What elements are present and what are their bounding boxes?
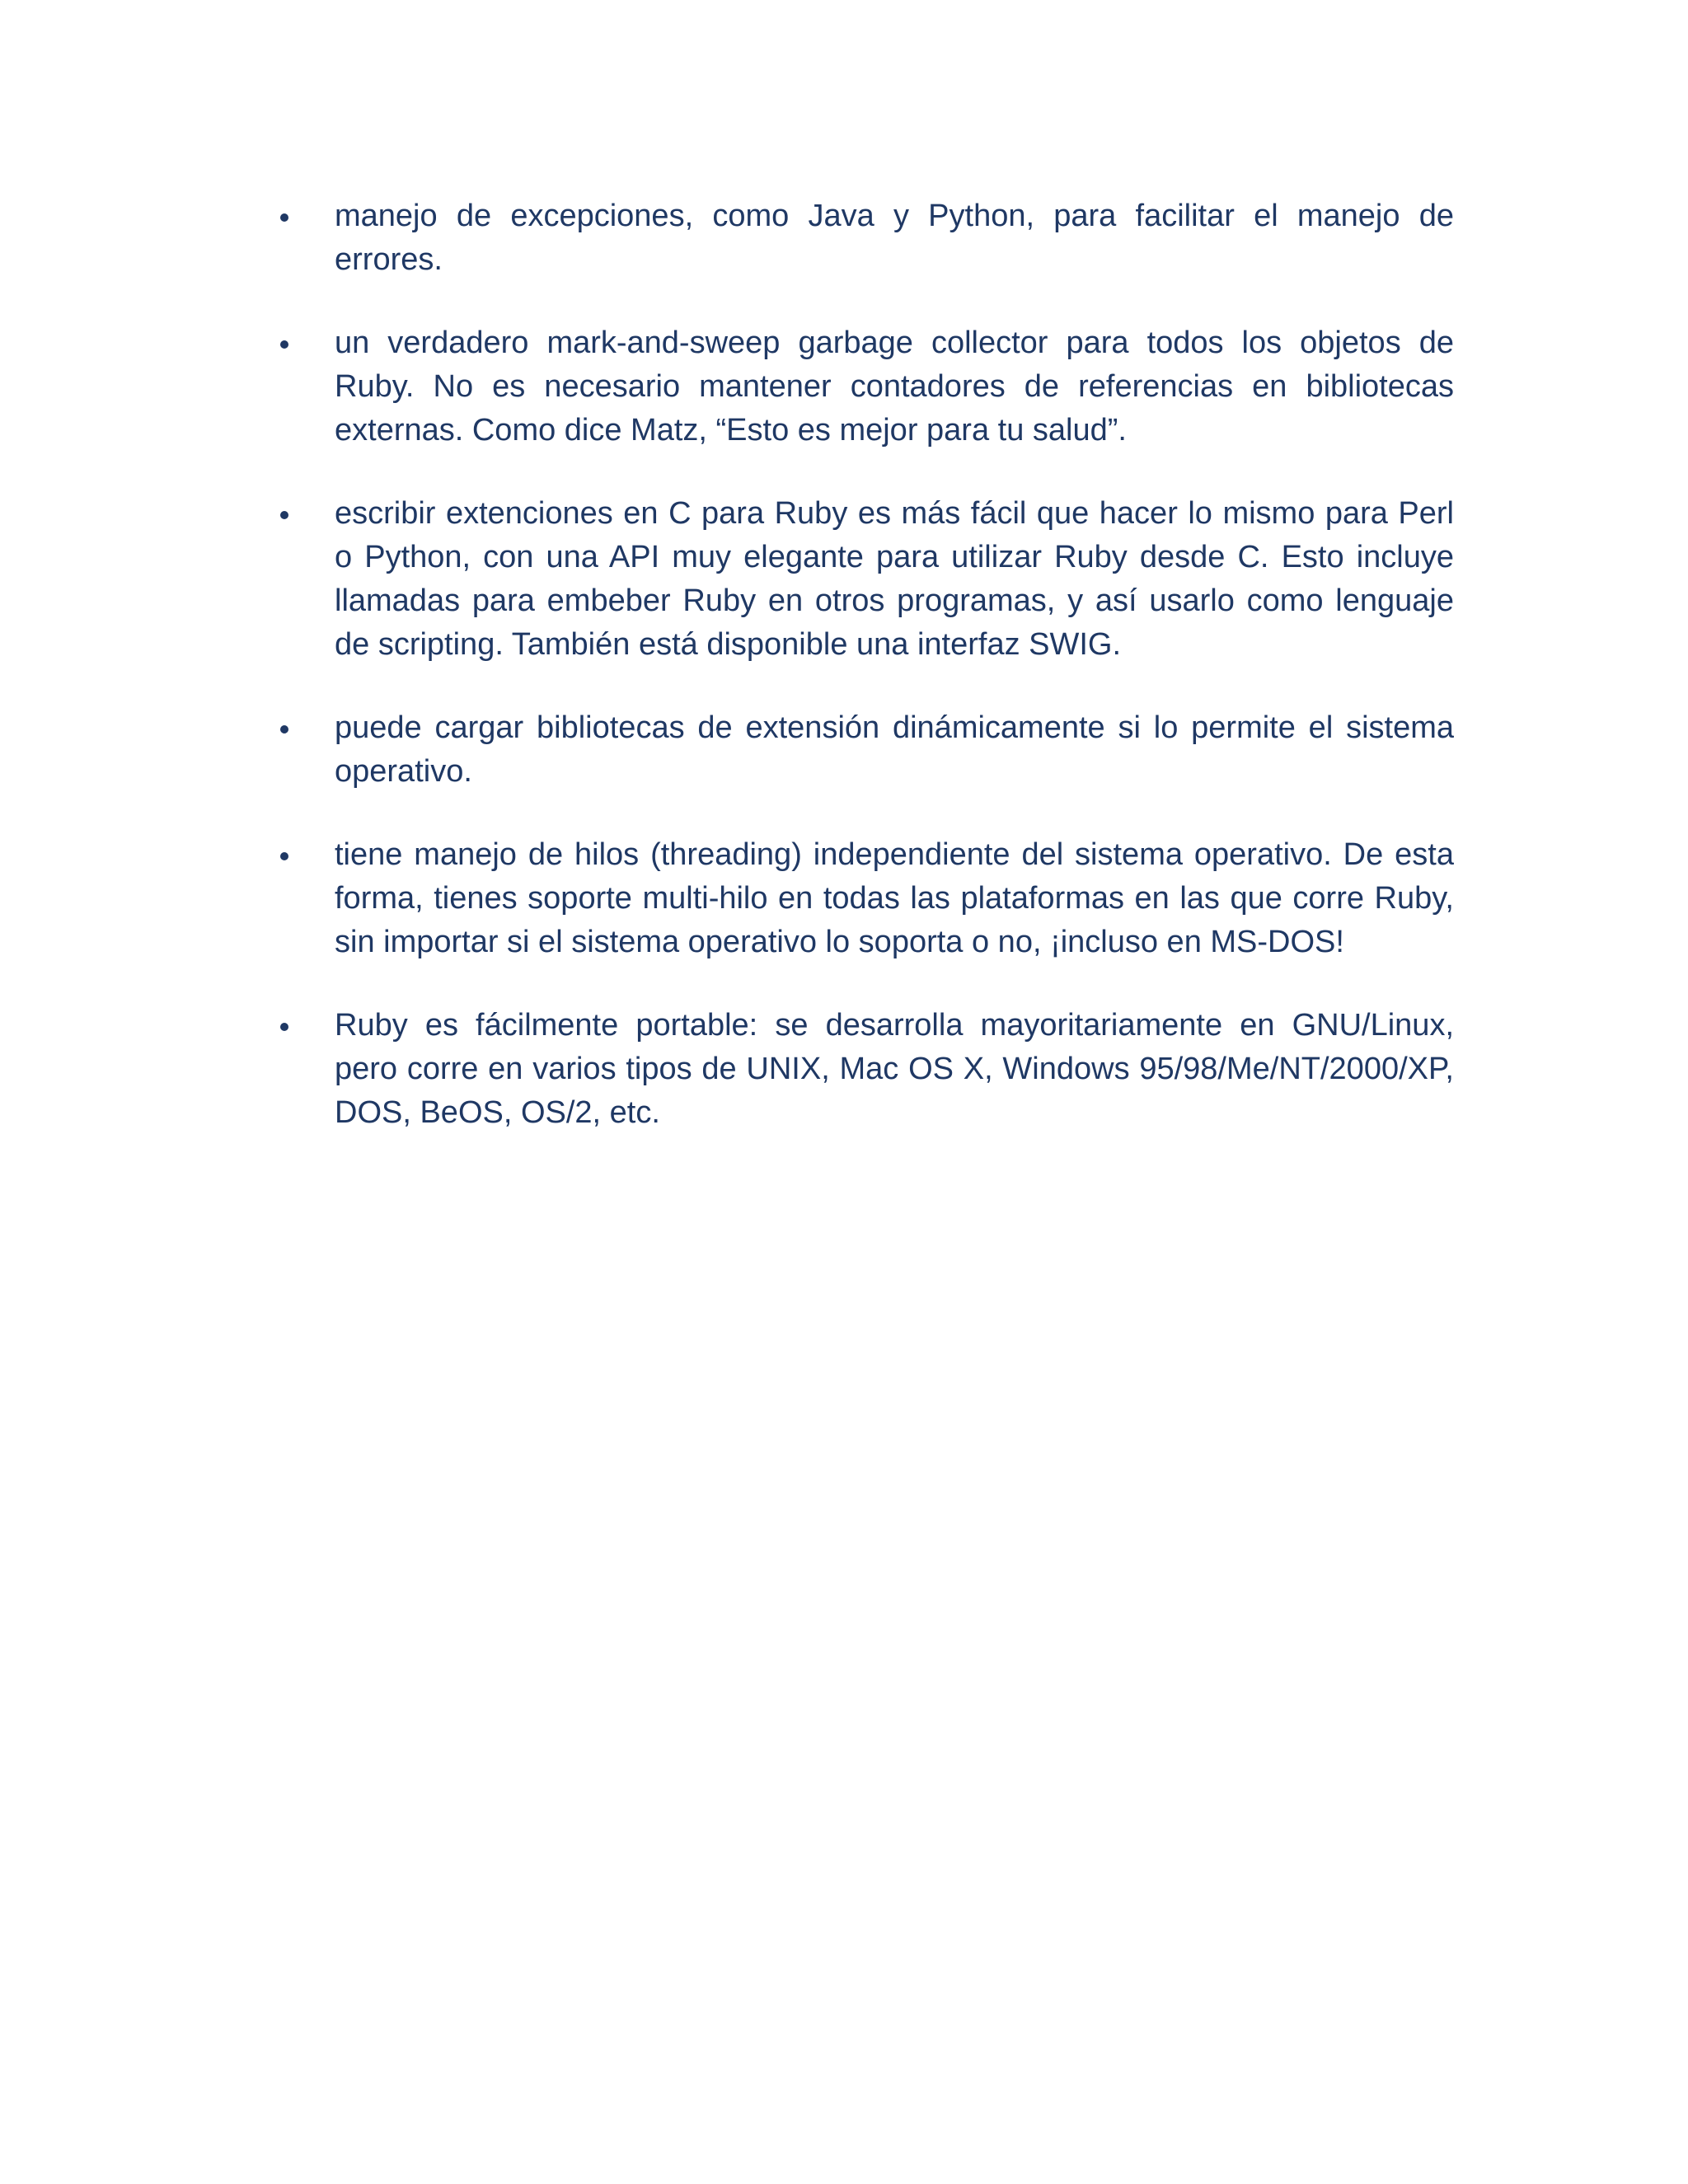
list-item-text: escribir extenciones en C para Ruby es más fácil que hacer lo mismo para Perl o Python, con una API muy elegante para utilizar Ruby desde C. Esto incluye llamadas para embeber Ruby en otros programas, y así usarlo como lenguaje de scripting. También está disponible una interfaz SWIG. [335,496,1454,662]
list-item [280,833,1454,964]
list-item-text: tiene manejo de hilos (threading) independiente del sistema operativo. De esta forma, tienes soporte multi-hilo en todas las plataformas en las que corre Ruby, sin importar si el sistema operativo lo soporta o no, ¡incluso en MS-DOS! [335,837,1454,959]
list-item [280,321,1454,452]
list-item [280,194,1454,282]
bullet-icon [280,340,288,349]
list-item-text: Ruby es fácilmente portable: se desarrolla mayoritariamente en GNU/Linux, pero corre en varios tipos de UNIX, Mac OS X, Windows 95/98/Me/NT/2000/XP, DOS, BeOS, OS/2, etc. [335,1008,1454,1130]
bullet-icon [280,511,288,519]
bullet-list [280,194,1454,1174]
bullet-icon [280,1023,288,1031]
list-item [280,1004,1454,1135]
list-item-text: un verdadero mark-and-sweep garbage collector para todos los objetos de Ruby. No es necesario mantener contadores de referencias en bibliotecas externas. Como dice Matz, “Esto es mejor para tu salud”. [335,326,1454,448]
list-item-text: manejo de excepciones, como Java y Python, para facilitar el manejo de errores. [335,199,1454,277]
bullet-icon [280,725,288,733]
bullet-icon [280,852,288,860]
list-item-text: puede cargar bibliotecas de extensión dinámicamente si lo permite el sistema operativo. [335,710,1454,789]
list-item [280,706,1454,794]
list-item [280,492,1454,667]
bullet-icon [280,213,288,222]
